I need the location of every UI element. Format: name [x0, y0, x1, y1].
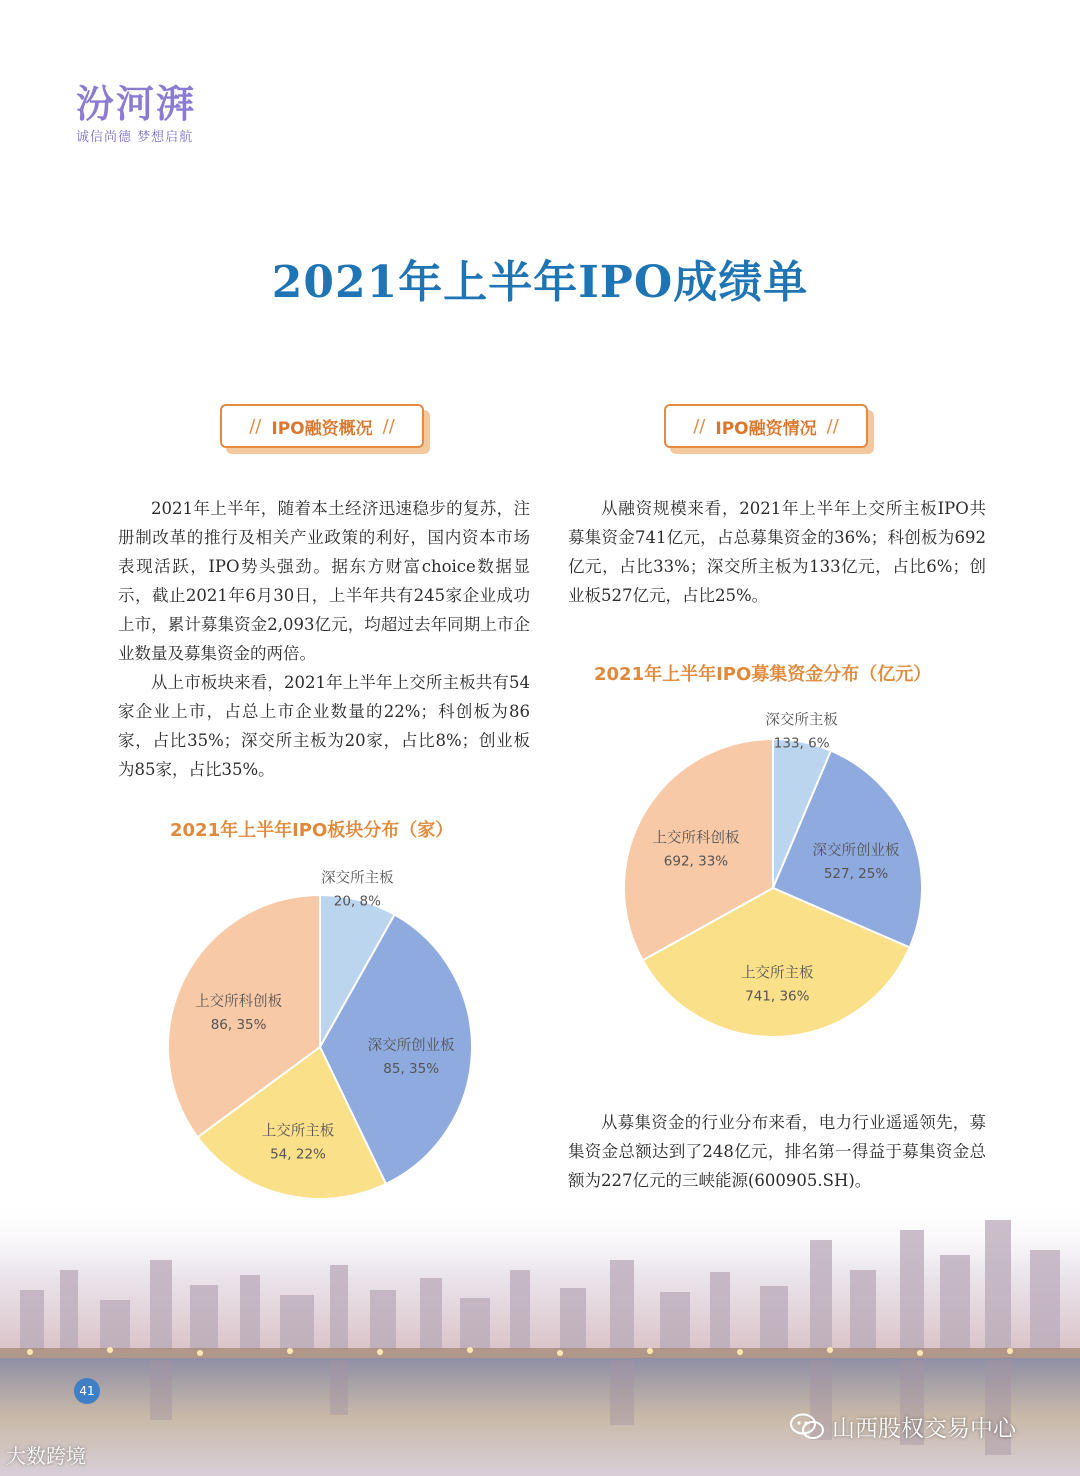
pie-label-value: 527, 25% — [823, 865, 889, 882]
pie-label-name: 深交所主板 — [321, 870, 394, 887]
watermark-right — [790, 1410, 1016, 1443]
pie-label-name: 深交所主板 — [765, 712, 838, 729]
watermark-left-text: 大数跨境 — [6, 1444, 86, 1468]
right-text-block-top — [568, 494, 986, 610]
logo-slogan: 诚信尚德 梦想启航 — [76, 130, 194, 145]
pie-chart-board-distribution — [150, 870, 490, 1210]
chart-title-left: 2021年上半年IPO板块分布（家） — [170, 820, 454, 841]
pie-label-value: 54, 22% — [270, 1146, 326, 1163]
pie-label-name: 上交所主板 — [261, 1123, 335, 1140]
section-tag-left — [220, 404, 424, 448]
pie-label-name: 上交所科创板 — [195, 993, 283, 1010]
page-title: 2021年上半年IPO成绩单 — [271, 257, 809, 308]
chart-title-right: 2021年上半年IPO募集资金分布（亿元） — [594, 664, 932, 685]
pie-label-name: 上交所科创板 — [652, 830, 740, 847]
section-tag-left-label: IPO融资概况 — [271, 418, 373, 439]
pie-label-value: 20, 8% — [333, 893, 381, 910]
right-text-block-bottom — [568, 1108, 986, 1195]
slash-decoration-icon: // — [382, 415, 395, 437]
watermark-right-text: 山西股权交易中心 — [832, 1416, 1016, 1442]
watermark-left — [6, 1440, 86, 1469]
pie-chart-funds-distribution — [606, 712, 946, 1060]
left-paragraph-2: 从上市板块来看，2021年上半年上交所主板共有54家企业上市，占总上市企业数量的22%；科创板为86家，占比35%；深交所主板为20家，占比8%；创业板为85家，占比35%。 — [118, 673, 530, 779]
section-tag-right-label: IPO融资情况 — [715, 418, 817, 439]
page-number: 41 — [74, 1378, 100, 1404]
slash-decoration-icon: // — [249, 415, 262, 437]
right-paragraph-2: 从募集资金的行业分布来看，电力行业遥遥领先，募集资金总额达到了248亿元，排名第一得益于募集资金总额为227亿元的三峡能源(600905.SH)。 — [568, 1113, 986, 1190]
pie-label-value: 741, 36% — [745, 988, 810, 1005]
pie-label-name: 深交所创业板 — [367, 1037, 455, 1054]
slash-decoration-icon: // — [826, 415, 839, 437]
slash-decoration-icon: // — [693, 415, 706, 437]
pie-label-value: 133, 6% — [773, 735, 830, 752]
left-paragraph-1: 2021年上半年，随着本土经济迅速稳步的复苏，注册制改革的推行及相关产业政策的利好，国内资本市场表现活跃，IPO势头强劲。据东方财富choice数据显示，截止2021年6月30日，上半年共有245家企业成功上市，累计募集资金2,093亿元，均超过去年同期上市企业数量及募集资金的两倍。 — [118, 499, 530, 663]
logo-text: 汾河湃 — [76, 82, 197, 126]
section-tag-right — [664, 404, 868, 448]
pie-label-value: 85, 35% — [383, 1060, 440, 1077]
pie-label-value: 692, 33% — [663, 853, 729, 870]
pie-label-value: 86, 35% — [210, 1016, 267, 1033]
wechat-icon — [790, 1413, 824, 1441]
pie-label-name: 上交所主板 — [741, 965, 814, 982]
pie-label-name: 深交所创业板 — [812, 842, 900, 859]
right-paragraph-1: 从融资规模来看，2021年上半年上交所主板IPO共募集资金741亿元，占总募集资金的36%；科创板为692亿元，占比33%；深交所主板为133亿元，占比6%；创业板527亿元，占比25%。 — [568, 499, 986, 605]
logo — [76, 84, 196, 145]
left-text-block — [118, 494, 530, 784]
